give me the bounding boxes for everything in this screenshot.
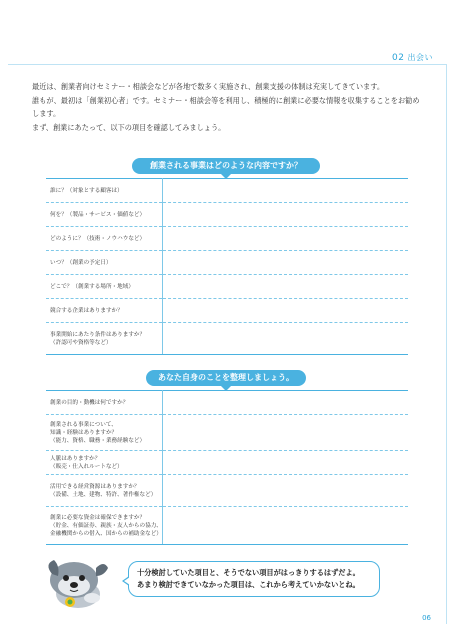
question-label: どのように？（技術・ノウハウなど） — [46, 227, 163, 251]
answer-field[interactable] — [163, 227, 409, 251]
question-label: 創業の目的・動機は何ですか？ — [46, 391, 163, 415]
answer-field[interactable] — [163, 391, 409, 415]
section-header — [392, 52, 433, 63]
answer-field[interactable] — [163, 275, 409, 299]
question-label: 何を？（製品・サービス・価値など） — [46, 203, 163, 227]
table-row — [46, 391, 408, 415]
table-row — [46, 227, 408, 251]
table-row — [46, 415, 408, 451]
question-label: 誰に？（対象とする顧客は） — [46, 179, 163, 203]
answer-field[interactable] — [163, 179, 409, 203]
question-label: 創業される事業について、 知識・経験はありますか？ （能力、資格、職務・業務経験など） — [46, 415, 163, 451]
intro-paragraph: 誰もが、最初は「創業初心者」です。セミナー・相談会等を利用し、積極的に創業に必要な情報を収集することをお勧めします。 — [32, 95, 420, 118]
side-rule — [446, 64, 447, 624]
page-number: 06 — [422, 614, 431, 622]
answer-field[interactable] — [163, 299, 409, 323]
table-row — [46, 507, 408, 545]
table-row — [46, 323, 408, 355]
bubble-line: 十分検討していた項目と、そうでない項目がはっきりするはずだよ。 — [137, 568, 360, 577]
question-label: 活用できる経営資源はありますか？ （設備、土地、建物、特許、著作権など） — [46, 475, 163, 507]
speech-bubble — [128, 561, 380, 597]
self-questions-table — [46, 390, 408, 545]
table-row — [46, 275, 408, 299]
business-questions-table — [46, 178, 408, 355]
table-row — [46, 251, 408, 275]
intro-text — [32, 80, 422, 134]
answer-field[interactable] — [163, 323, 409, 355]
question-label: 事業開始にあたり条件はありますか？ （許認可や資格等など） — [46, 323, 163, 355]
section-number: 02 — [392, 53, 405, 63]
answer-field[interactable] — [163, 415, 409, 451]
table-row — [46, 203, 408, 227]
question-label: 競合する企業はありますか？ — [46, 299, 163, 323]
table-row — [46, 451, 408, 475]
dog-mascot-illustration — [44, 554, 116, 610]
business-section-title: 創業される事業はどのような内容ですか？ — [132, 158, 320, 174]
answer-field[interactable] — [163, 251, 409, 275]
intro-paragraph: 最近は、創業者向けセミナー・相談会などが各地で数多く実施され、創業支援の体制は充実してきています。 — [32, 82, 385, 91]
intro-paragraph: まず、創業にあたって、以下の項目を確認してみましょう。 — [32, 122, 226, 132]
section-header-title: 出会い — [407, 53, 433, 62]
question-label: 人脈はありますか？ （販売・仕入れルートなど） — [46, 451, 163, 475]
answer-field[interactable] — [163, 203, 409, 227]
answer-field[interactable] — [163, 507, 409, 545]
answer-field[interactable] — [163, 451, 409, 475]
table-row — [46, 179, 408, 203]
question-label: いつ？（創業の予定日） — [46, 251, 163, 275]
question-label: どこで？（創業する場所・地域） — [46, 275, 163, 299]
answer-field[interactable] — [163, 475, 409, 507]
table-row — [46, 299, 408, 323]
table-row — [46, 475, 408, 507]
question-label: 創業に必要な資金は確保できますか？ （貯金、有価証券、親族・友人からの協力、 金融機関からの借入、国からの補助金など） — [46, 507, 163, 545]
bubble-line: あまり検討できていなかった項目は、これから考えていかないとね。 — [137, 580, 360, 589]
self-section-title: あなた自身のことを整理しましょう。 — [146, 370, 306, 386]
header-rule — [8, 64, 447, 65]
